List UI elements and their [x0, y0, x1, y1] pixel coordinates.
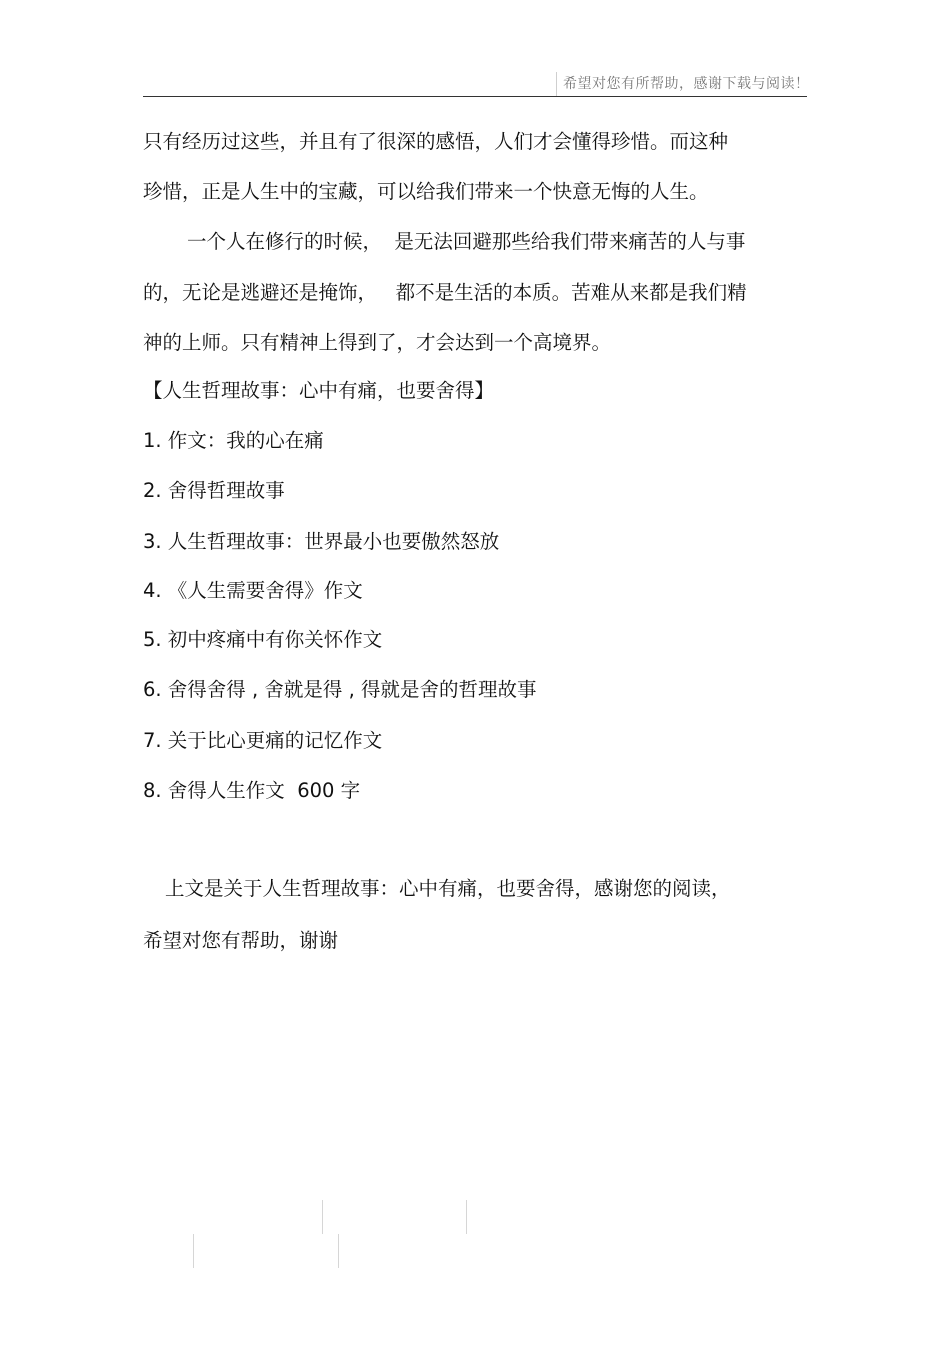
- paragraph-line: 的，无论是逃避还是掩饰， 都不是生活的本质。苦难从来都是我们精: [143, 281, 747, 304]
- paragraph-line: 珍惜，正是人生中的宝藏，可以给我们带来一个快意无悔的人生。: [143, 180, 709, 203]
- header-divider: [143, 96, 807, 97]
- paragraph-line: 神的上师。只有精神上得到了，才会达到一个高境界。: [143, 331, 612, 354]
- list-item: 6. 舍得舍得 , 舍就是得 , 得就是舍的哲理故事: [143, 678, 537, 701]
- list-item: 5. 初中疼痛中有你关怀作文: [143, 628, 383, 651]
- closing-line: 上文是关于人生哲理故事：心中有痛，也要舍得，感谢您的阅读，: [165, 877, 731, 900]
- decorative-divider: [338, 1234, 339, 1268]
- decorative-divider: [193, 1234, 194, 1268]
- header-tagline: 希望对您有所帮助，感谢下载与阅读！: [556, 72, 804, 96]
- list-item: 8. 舍得人生作文 600 字: [143, 779, 361, 802]
- list-item: 1. 作文：我的心在痛: [143, 429, 324, 452]
- paragraph-line: 只有经历过这些，并且有了很深的感悟，人们才会懂得珍惜。而这种: [143, 130, 729, 153]
- section-title: 【人生哲理故事：心中有痛，也要舍得】: [143, 379, 495, 402]
- paragraph-line: 一个人在修行的时候， 是无法回避那些给我们带来痛苦的人与事: [187, 230, 746, 253]
- list-item: 3. 人生哲理故事：世界最小也要傲然怒放: [143, 530, 500, 553]
- decorative-divider: [466, 1200, 467, 1234]
- list-item: 7. 关于比心更痛的记忆作文: [143, 729, 383, 752]
- decorative-divider: [322, 1200, 323, 1234]
- list-item: 2. 舍得哲理故事: [143, 479, 285, 502]
- list-item: 4. 《人生需要舍得》作文: [143, 579, 363, 602]
- closing-line: 希望对您有帮助，谢谢: [143, 929, 339, 952]
